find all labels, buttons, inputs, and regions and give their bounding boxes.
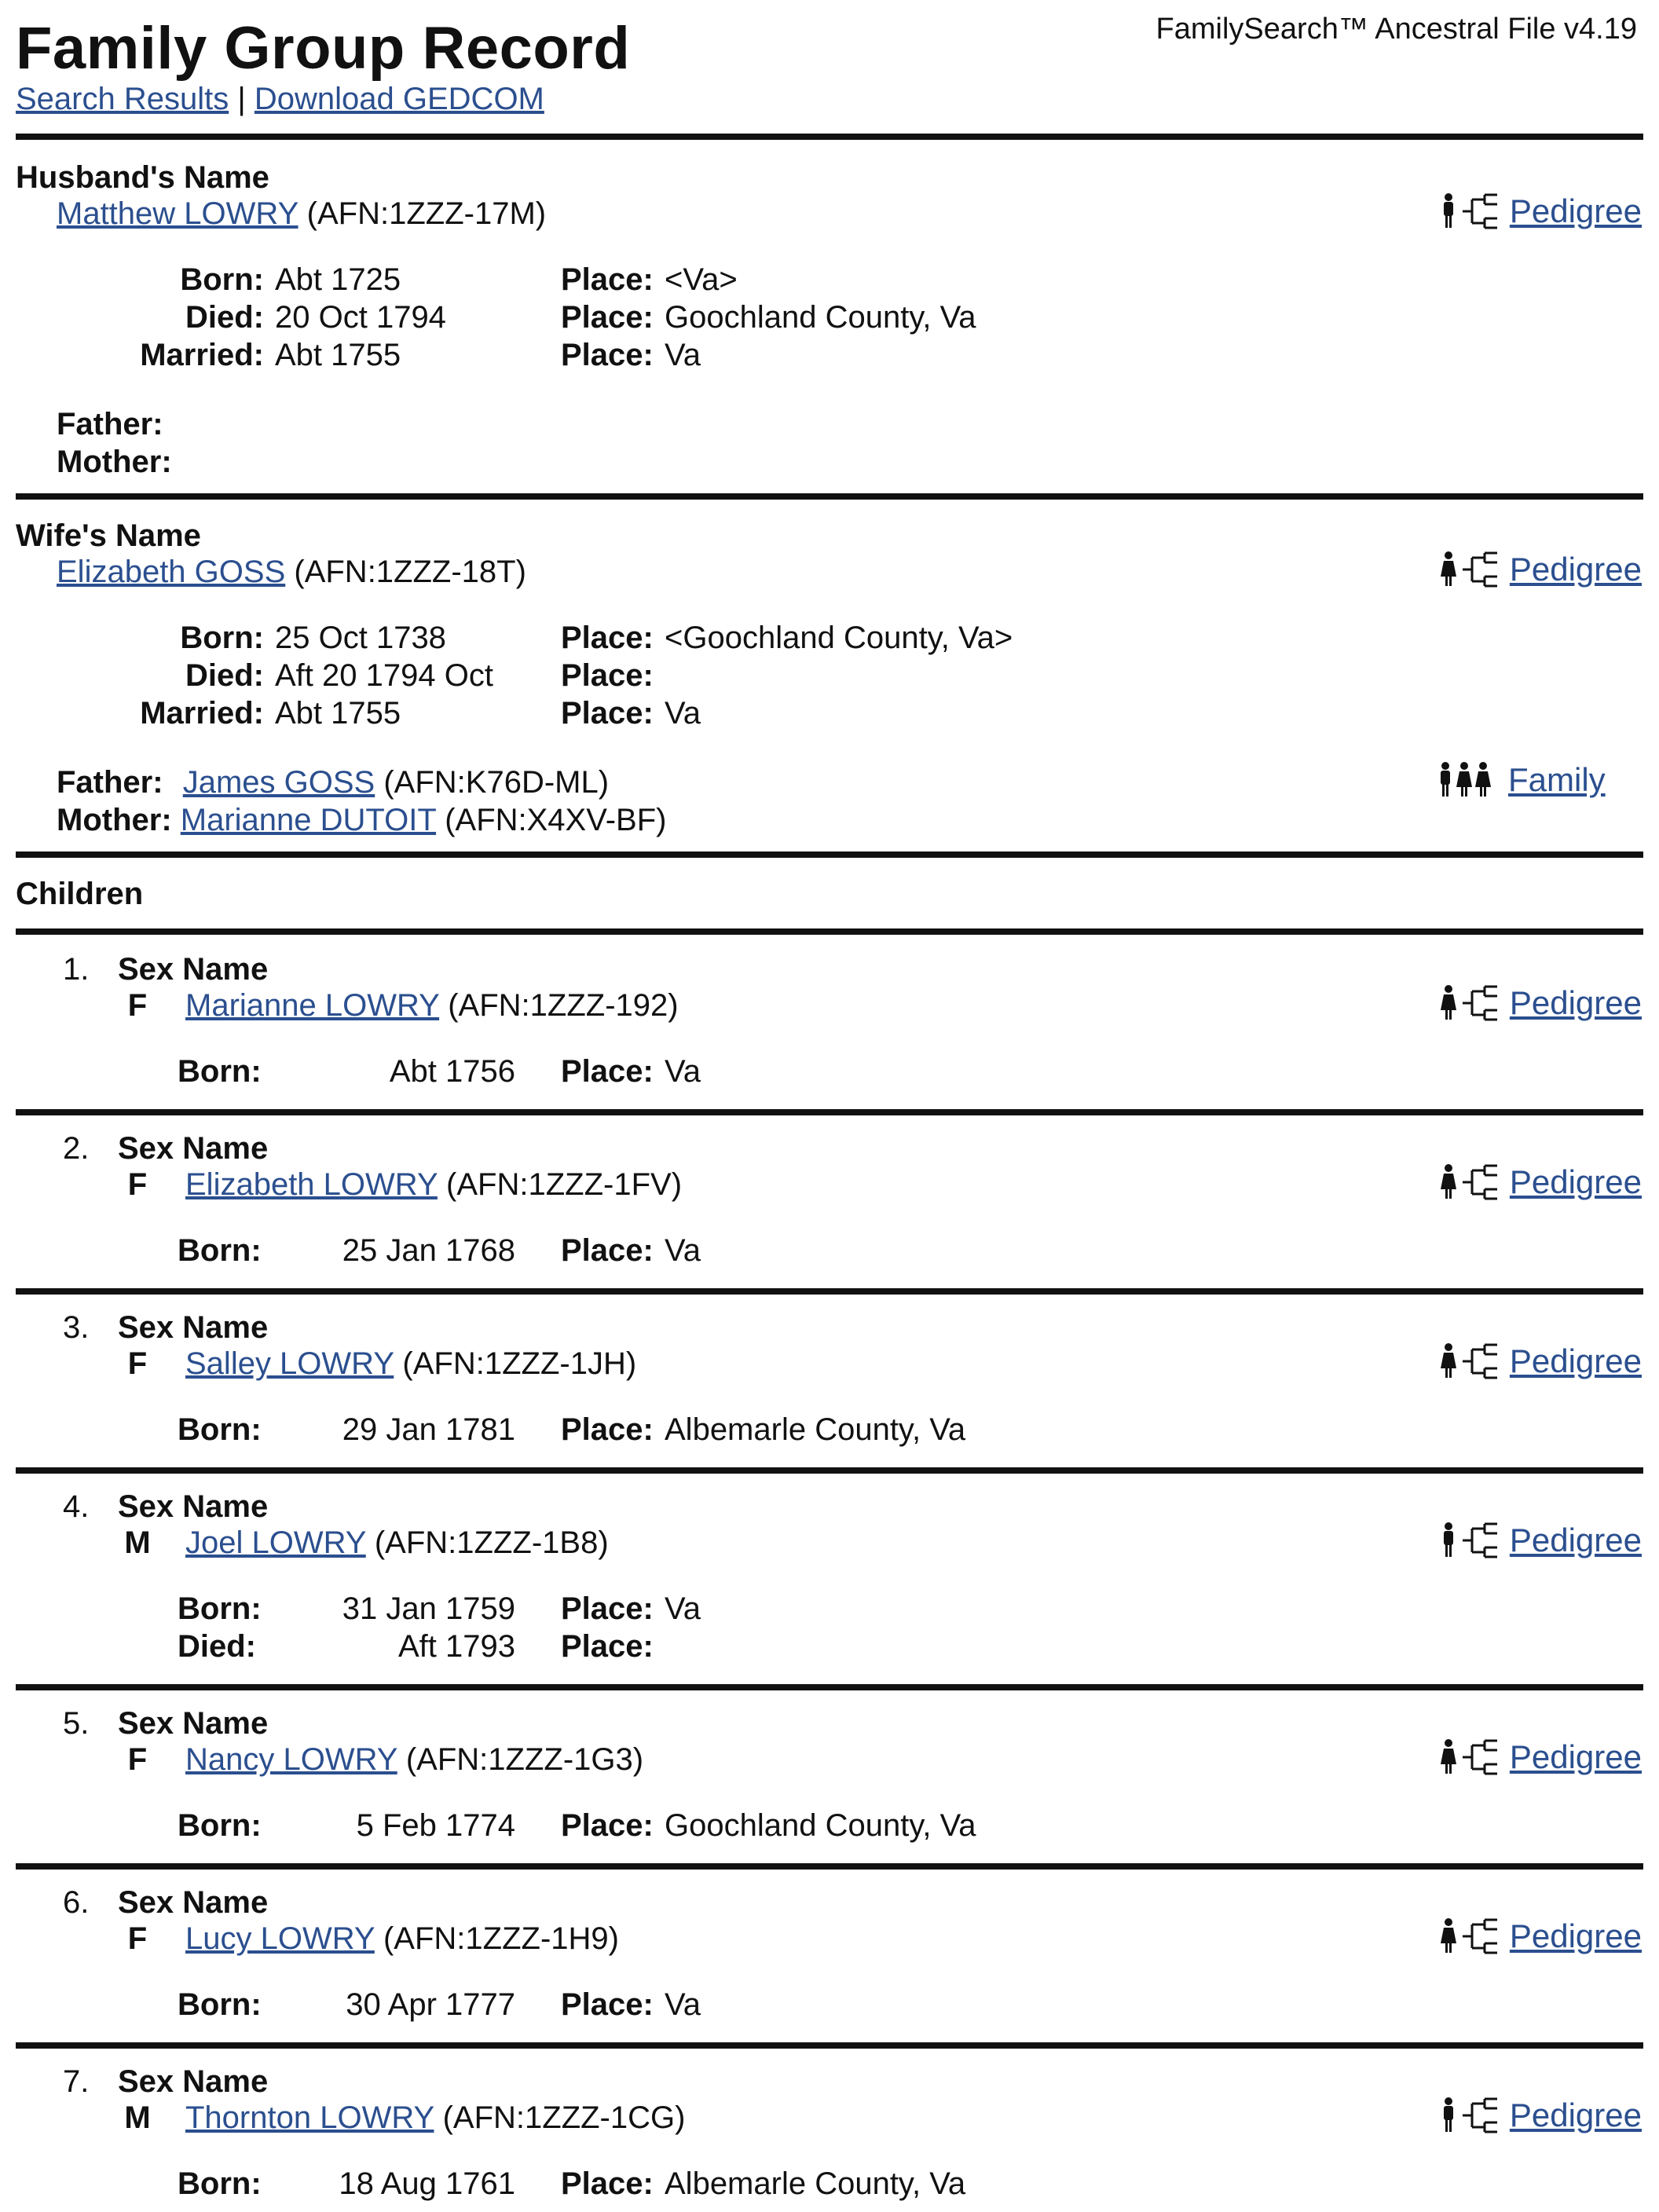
- sex-name-label: Sex Name: [118, 1310, 269, 1345]
- family-icon: [1437, 760, 1500, 800]
- pedigree-label: Pedigree: [1509, 2097, 1642, 2133]
- child-name-link[interactable]: Thornton LOWRY: [185, 2100, 434, 2135]
- place-label: Place:: [561, 262, 654, 297]
- husband-mother-label: Mother:: [57, 445, 172, 479]
- wife-heading: Wife's Name: [16, 518, 201, 553]
- child-born-place: Va: [665, 1987, 701, 2022]
- wife-mother-afn: (AFN:X4XV-BF): [445, 803, 667, 837]
- child-pedigree-link[interactable]: [1439, 1163, 1642, 1202]
- husband-married: Abt 1755: [275, 338, 401, 372]
- pedigree-label: Pedigree: [1509, 1163, 1642, 1200]
- child-born: Abt 1756: [389, 1054, 515, 1089]
- husband-pedigree-link[interactable]: [1439, 192, 1642, 231]
- child-pedigree-link[interactable]: [1439, 2096, 1642, 2135]
- pedigree-label: Pedigree: [1509, 551, 1642, 588]
- married-label: Married:: [140, 338, 264, 372]
- app-version: FamilySearch™ Ancestral File v4.19: [1155, 13, 1637, 46]
- child-died: Aft 1793: [397, 1629, 515, 1664]
- nav-separator: |: [237, 82, 246, 116]
- wife-father-link[interactable]: James GOSS: [182, 765, 375, 800]
- born-label: Born:: [180, 262, 264, 297]
- pedigree-label: Pedigree: [1509, 1917, 1642, 1954]
- place-label: Place:: [561, 1987, 654, 2022]
- husband-born: Abt 1725: [275, 262, 401, 297]
- husband-born-place: <Va>: [665, 262, 738, 297]
- born-label: Born:: [178, 1233, 262, 1268]
- husband-heading: Husband's Name: [16, 160, 269, 195]
- wife-father-afn: (AFN:K76D-ML): [383, 765, 610, 800]
- place-label: Place:: [561, 696, 654, 731]
- divider: [16, 1467, 1643, 1474]
- wife-married-place: Va: [665, 696, 701, 731]
- child-born: 5 Feb 1774: [356, 1808, 515, 1843]
- child-born-place: Va: [665, 1233, 701, 1268]
- child-pedigree-link[interactable]: [1439, 983, 1642, 1023]
- child-sex: M: [124, 2100, 151, 2135]
- pedigree-icon: [1439, 2096, 1502, 2135]
- pedigree-icon: [1439, 1342, 1502, 1381]
- child-name-row: [185, 1346, 636, 1382]
- divider: [16, 928, 1643, 935]
- husband-father-label: Father:: [57, 407, 163, 441]
- born-label: Born:: [178, 1412, 262, 1447]
- husband-name-row: [57, 196, 546, 232]
- wife-pedigree-link[interactable]: [1439, 550, 1642, 589]
- child-number: 4.: [63, 1489, 90, 1524]
- divider: [16, 2042, 1643, 2049]
- nav-links: [16, 82, 544, 117]
- child-born: 29 Jan 1781: [342, 1412, 515, 1447]
- child-born: 31 Jan 1759: [342, 1591, 515, 1626]
- husband-name-link[interactable]: Matthew LOWRY: [57, 196, 298, 231]
- child-name-link[interactable]: Lucy LOWRY: [185, 1921, 375, 1956]
- wife-born-place: <Goochland County, Va>: [665, 621, 1013, 655]
- pedigree-icon: [1439, 1521, 1502, 1560]
- sex-name-label: Sex Name: [118, 1885, 269, 1920]
- place-label: Place:: [561, 621, 654, 655]
- place-label: Place:: [561, 1233, 654, 1268]
- wife-died: Aft 20 1794 Oct: [275, 658, 493, 693]
- page-title: Family Group Record: [16, 15, 631, 82]
- place-label: Place:: [561, 1808, 654, 1843]
- child-pedigree-link[interactable]: [1439, 1521, 1642, 1560]
- place-label: Place:: [561, 1591, 654, 1626]
- place-label: Place:: [561, 338, 654, 372]
- pedigree-icon: [1439, 192, 1502, 231]
- pedigree-label: Pedigree: [1509, 1522, 1642, 1558]
- search-results-link[interactable]: Search Results: [16, 82, 229, 116]
- child-number: 6.: [63, 1885, 90, 1920]
- child-born-place: Albemarle County, Va: [665, 2166, 966, 2201]
- place-label: Place:: [561, 658, 654, 693]
- wife-mother-row: [57, 803, 666, 838]
- divider: [16, 1684, 1643, 1690]
- child-name-link[interactable]: Marianne LOWRY: [185, 988, 440, 1023]
- child-name-link[interactable]: Joel LOWRY: [185, 1525, 366, 1560]
- child-name-row: [185, 1525, 609, 1561]
- place-label: Place:: [561, 1412, 654, 1447]
- child-name-link[interactable]: Nancy LOWRY: [185, 1742, 397, 1777]
- child-pedigree-link[interactable]: [1439, 1738, 1642, 1777]
- place-label: Place:: [561, 300, 654, 335]
- born-label: Born:: [178, 1808, 262, 1843]
- child-afn: (AFN:1ZZZ-1CG): [442, 2100, 686, 2135]
- died-label: Died:: [178, 1629, 256, 1664]
- born-label: Born:: [178, 1054, 262, 1089]
- born-label: Born:: [178, 2166, 262, 2201]
- child-number: 2.: [63, 1131, 90, 1166]
- child-born-place: Albemarle County, Va: [665, 1412, 966, 1447]
- place-label: Place:: [561, 2166, 654, 2201]
- child-afn: (AFN:1ZZZ-1JH): [402, 1346, 637, 1381]
- pedigree-label: Pedigree: [1509, 984, 1642, 1021]
- download-gedcom-link[interactable]: Download GEDCOM: [254, 82, 544, 116]
- wife-married: Abt 1755: [275, 696, 401, 731]
- husband-married-place: Va: [665, 338, 701, 372]
- child-born: 25 Jan 1768: [342, 1233, 515, 1268]
- child-afn: (AFN:1ZZZ-192): [448, 988, 679, 1023]
- pedigree-icon: [1439, 550, 1502, 589]
- child-number: 7.: [63, 2064, 90, 2099]
- child-born-place: Goochland County, Va: [665, 1808, 976, 1843]
- child-number: 1.: [63, 952, 90, 987]
- child-name-row: [185, 988, 679, 1024]
- place-label: Place:: [561, 1629, 654, 1664]
- died-label: Died:: [185, 300, 264, 335]
- child-afn: (AFN:1ZZZ-1B8): [374, 1525, 609, 1560]
- pedigree-label: Pedigree: [1509, 1342, 1642, 1379]
- divider: [16, 1109, 1643, 1115]
- child-name-row: [185, 1921, 619, 1957]
- child-name-row: [185, 1167, 682, 1203]
- child-sex: F: [127, 1346, 148, 1381]
- divider: [16, 851, 1643, 858]
- died-label: Died:: [185, 658, 264, 693]
- sex-name-label: Sex Name: [118, 2064, 269, 2099]
- pedigree-icon: [1439, 1917, 1502, 1956]
- father-label: Father:: [57, 765, 163, 800]
- place-label: Place:: [561, 1054, 654, 1089]
- wife-name-row: [57, 555, 526, 590]
- husband-afn: (AFN:1ZZZ-17M): [306, 196, 547, 231]
- child-sex: F: [127, 988, 148, 1023]
- child-born-place: Va: [665, 1054, 701, 1089]
- children-heading: Children: [16, 877, 144, 911]
- pedigree-label: Pedigree: [1509, 1738, 1642, 1775]
- wife-mother-link[interactable]: Marianne DUTOIT: [180, 803, 437, 837]
- child-name-row: [185, 1742, 643, 1778]
- child-sex: F: [127, 1167, 148, 1202]
- child-born: 18 Aug 1761: [339, 2166, 515, 2201]
- child-name-link[interactable]: Elizabeth LOWRY: [185, 1167, 438, 1202]
- wife-name-link[interactable]: Elizabeth GOSS: [57, 555, 286, 589]
- pedigree-label: Pedigree: [1509, 192, 1642, 229]
- child-name-link[interactable]: Salley LOWRY: [185, 1346, 394, 1381]
- sex-name-label: Sex Name: [118, 1489, 269, 1524]
- wife-born: 25 Oct 1738: [275, 621, 446, 655]
- divider: [16, 493, 1643, 500]
- married-label: Married:: [140, 696, 264, 731]
- child-number: 5.: [63, 1706, 90, 1741]
- child-afn: (AFN:1ZZZ-1G3): [405, 1742, 644, 1777]
- child-name-row: [185, 2100, 685, 2136]
- husband-died: 20 Oct 1794: [275, 300, 446, 335]
- family-group-record: [16, 0, 1643, 2212]
- sex-name-label: Sex Name: [118, 1131, 269, 1166]
- born-label: Born:: [180, 621, 264, 655]
- born-label: Born:: [178, 1591, 262, 1626]
- child-born: 30 Apr 1777: [346, 1987, 515, 2022]
- divider: [16, 1288, 1643, 1295]
- born-label: Born:: [178, 1987, 262, 2022]
- divider: [16, 134, 1643, 140]
- pedigree-icon: [1439, 983, 1502, 1023]
- child-sex: F: [127, 1742, 148, 1777]
- sex-name-label: Sex Name: [118, 952, 269, 987]
- child-sex: M: [124, 1525, 151, 1560]
- family-label: Family: [1508, 761, 1606, 798]
- pedigree-icon: [1439, 1738, 1502, 1777]
- wife-afn: (AFN:1ZZZ-18T): [294, 555, 526, 589]
- child-sex: F: [127, 1921, 148, 1956]
- husband-died-place: Goochland County, Va: [665, 300, 976, 335]
- wife-family-link[interactable]: [1437, 760, 1606, 800]
- sex-name-label: Sex Name: [118, 1706, 269, 1741]
- pedigree-icon: [1439, 1163, 1502, 1202]
- child-number: 3.: [63, 1310, 90, 1345]
- divider: [16, 1863, 1643, 1870]
- child-pedigree-link[interactable]: [1439, 1342, 1642, 1381]
- child-afn: (AFN:1ZZZ-1FV): [446, 1167, 683, 1202]
- child-pedigree-link[interactable]: [1439, 1917, 1642, 1956]
- wife-father-row: [57, 765, 609, 800]
- child-born-place: Va: [665, 1591, 701, 1626]
- child-afn: (AFN:1ZZZ-1H9): [383, 1921, 619, 1956]
- mother-label: Mother:: [57, 803, 172, 837]
